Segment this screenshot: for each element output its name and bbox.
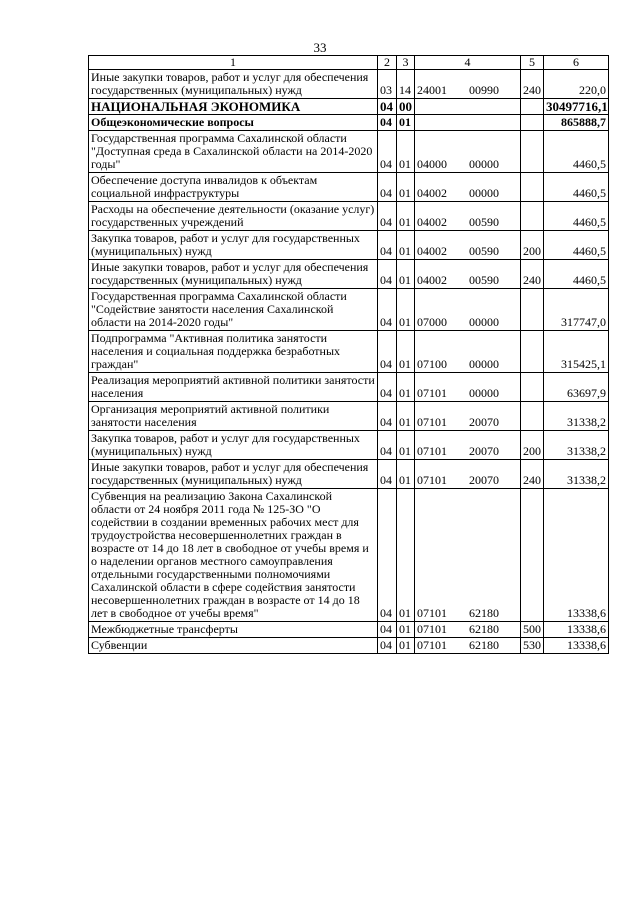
- row-amount: 865888,7: [544, 115, 609, 131]
- row-subsection-code: 01: [397, 131, 415, 173]
- row-expense-type: 240: [521, 70, 544, 99]
- row-target-article-program: 04000: [417, 157, 447, 171]
- table-row: [89, 115, 609, 131]
- budget-table-body: [89, 56, 609, 654]
- row-name: Государственная программа Сахалинской области "Доступная среда в Сахалинской области на 2014-2020 годы": [89, 131, 378, 173]
- row-expense-type: 200: [521, 431, 544, 460]
- row-expense-type: 500: [521, 622, 544, 638]
- table-row: [89, 260, 609, 289]
- row-section-code: 04: [378, 289, 397, 331]
- table-row: [89, 460, 609, 489]
- table-row: [89, 173, 609, 202]
- row-target-article: [415, 99, 521, 115]
- row-section-code: 04: [378, 99, 397, 115]
- row-subsection-code: 01: [397, 373, 415, 402]
- table-row: [89, 289, 609, 331]
- row-expense-type: 240: [521, 460, 544, 489]
- row-section-code: 04: [378, 402, 397, 431]
- header-cell-5: 5: [521, 56, 544, 70]
- header-cell-2: 2: [378, 56, 397, 70]
- row-target-article: [415, 289, 521, 331]
- row-amount: 317747,0: [544, 289, 609, 331]
- row-name: Общеэкономические вопросы: [89, 115, 378, 131]
- row-target-article-direction: 00000: [469, 186, 499, 200]
- table-row: [89, 70, 609, 99]
- row-amount: 315425,1: [544, 331, 609, 373]
- row-target-article-direction: 00000: [469, 357, 499, 371]
- row-target-article-direction: 00590: [469, 273, 499, 287]
- row-target-article-program: 07100: [417, 357, 447, 371]
- row-target-article-program: 07101: [417, 444, 447, 458]
- row-section-code: 04: [378, 460, 397, 489]
- table-row: [89, 638, 609, 654]
- row-amount: 4460,5: [544, 231, 609, 260]
- row-target-article-direction: 00000: [469, 386, 499, 400]
- row-target-article: [415, 373, 521, 402]
- row-expense-type: 240: [521, 260, 544, 289]
- row-target-article: [415, 402, 521, 431]
- row-target-article: [415, 460, 521, 489]
- row-expense-type: [521, 289, 544, 331]
- row-subsection-code: 01: [397, 489, 415, 622]
- row-subsection-code: 01: [397, 460, 415, 489]
- row-subsection-code: 14: [397, 70, 415, 99]
- row-section-code: 04: [378, 131, 397, 173]
- row-subsection-code: 01: [397, 202, 415, 231]
- row-amount: 4460,5: [544, 131, 609, 173]
- row-subsection-code: 01: [397, 231, 415, 260]
- row-target-article-program: 07101: [417, 622, 447, 636]
- row-name: Расходы на обеспечение деятельности (оказание услуг) государственных учреждений: [89, 202, 378, 231]
- row-name: Закупка товаров, работ и услуг для государственных (муниципальных) нужд: [89, 431, 378, 460]
- row-name: Субвенции: [89, 638, 378, 654]
- row-target-article-program: 04002: [417, 244, 447, 258]
- row-expense-type: [521, 489, 544, 622]
- row-amount: 30497716,1: [544, 99, 609, 115]
- row-name: Межбюджетные трансферты: [89, 622, 378, 638]
- row-name: Иные закупки товаров, работ и услуг для обеспечения государственных (муниципальных) нужд: [89, 70, 378, 99]
- row-expense-type: 530: [521, 638, 544, 654]
- header-cell-1: 1: [89, 56, 378, 70]
- row-section-code: 04: [378, 231, 397, 260]
- row-section-code: 04: [378, 260, 397, 289]
- row-amount: 31338,2: [544, 460, 609, 489]
- row-expense-type: [521, 173, 544, 202]
- row-target-article-program: 07000: [417, 315, 447, 329]
- row-target-article: [415, 173, 521, 202]
- row-subsection-code: 01: [397, 115, 415, 131]
- row-target-article-direction: 00000: [469, 157, 499, 171]
- row-amount: 31338,2: [544, 402, 609, 431]
- row-target-article-direction: 20070: [469, 415, 499, 429]
- row-section-code: 04: [378, 373, 397, 402]
- row-name: Субвенция на реализацию Закона Сахалинской области от 24 ноября 2011 года № 125-ЗО "О содействии в создании временных рабочих мест для трудоустройства несовершеннолетних граждан в возрасте от 14 до 18 лет в свободное от учебы время и о наделении органов местного самоуправления отдельными государственными полномочиями Сахалинской области в сфере содействия занятости несовершеннолетних граждан в возрасте от 14 до 18 лет в свободное от учебы время": [89, 489, 378, 622]
- table-row: [89, 402, 609, 431]
- table-row: [89, 622, 609, 638]
- row-subsection-code: 01: [397, 289, 415, 331]
- row-name: Реализация мероприятий активной политики занятости населения: [89, 373, 378, 402]
- row-name: Подпрограмма "Активная политика занятости населения и социальная поддержка безработных граждан": [89, 331, 378, 373]
- row-subsection-code: 01: [397, 638, 415, 654]
- row-target-article: [415, 489, 521, 622]
- row-target-article: [415, 431, 521, 460]
- row-target-article-program: 04002: [417, 215, 447, 229]
- row-amount: 4460,5: [544, 260, 609, 289]
- row-subsection-code: 01: [397, 260, 415, 289]
- row-target-article: [415, 331, 521, 373]
- row-amount: 13338,6: [544, 489, 609, 622]
- row-target-article: [415, 131, 521, 173]
- row-target-article-direction: 00590: [469, 244, 499, 258]
- header-cell-4: 4: [415, 56, 521, 70]
- row-target-article: [415, 115, 521, 131]
- row-target-article: [415, 638, 521, 654]
- table-row: [89, 331, 609, 373]
- table-row: [89, 431, 609, 460]
- table-row: [89, 131, 609, 173]
- row-subsection-code: 00: [397, 99, 415, 115]
- row-section-code: 04: [378, 489, 397, 622]
- row-expense-type: [521, 373, 544, 402]
- table-row: [89, 373, 609, 402]
- row-target-article: [415, 622, 521, 638]
- row-subsection-code: 01: [397, 431, 415, 460]
- row-subsection-code: 01: [397, 402, 415, 431]
- row-name: Иные закупки товаров, работ и услуг для обеспечения государственных (муниципальных) нужд: [89, 260, 378, 289]
- row-target-article-program: 24001: [417, 83, 447, 97]
- row-expense-type: [521, 331, 544, 373]
- row-target-article-direction: 00000: [469, 315, 499, 329]
- row-target-article-direction: 00590: [469, 215, 499, 229]
- row-amount: 31338,2: [544, 431, 609, 460]
- table-row: [89, 489, 609, 622]
- row-section-code: 04: [378, 638, 397, 654]
- table-row: [89, 202, 609, 231]
- table-row: [89, 99, 609, 115]
- table-row: [89, 231, 609, 260]
- row-target-article-direction: 62180: [469, 638, 499, 652]
- row-target-article: [415, 202, 521, 231]
- row-amount: 4460,5: [544, 173, 609, 202]
- row-amount: 13338,6: [544, 638, 609, 654]
- row-amount: 13338,6: [544, 622, 609, 638]
- row-target-article-program: 07101: [417, 415, 447, 429]
- row-subsection-code: 01: [397, 331, 415, 373]
- row-target-article-direction: 62180: [469, 622, 499, 636]
- row-target-article-program: 07101: [417, 606, 447, 620]
- row-name: Иные закупки товаров, работ и услуг для обеспечения государственных (муниципальных) нужд: [89, 460, 378, 489]
- row-expense-type: [521, 115, 544, 131]
- row-expense-type: [521, 402, 544, 431]
- row-target-article-program: 07101: [417, 386, 447, 400]
- row-name: НАЦИОНАЛЬНАЯ ЭКОНОМИКА: [89, 99, 378, 115]
- header-row: [89, 56, 609, 70]
- row-expense-type: [521, 131, 544, 173]
- row-target-article: [415, 260, 521, 289]
- row-name: Обеспечение доступа инвалидов к объектам социальной инфраструктуры: [89, 173, 378, 202]
- row-name: Государственная программа Сахалинской области "Содействие занятости населения Сахалинской области на 2014-2020 годы": [89, 289, 378, 331]
- row-target-article-program: 04002: [417, 273, 447, 287]
- row-amount: 4460,5: [544, 202, 609, 231]
- row-section-code: 04: [378, 431, 397, 460]
- row-target-article-direction: 00990: [469, 83, 499, 97]
- row-expense-type: [521, 99, 544, 115]
- row-name: Организация мероприятий активной политики занятости населения: [89, 402, 378, 431]
- row-section-code: 04: [378, 202, 397, 231]
- row-target-article-direction: 20070: [469, 473, 499, 487]
- row-target-article: [415, 70, 521, 99]
- row-name: Закупка товаров, работ и услуг для государственных (муниципальных) нужд: [89, 231, 378, 260]
- page-number: 33: [313, 40, 327, 55]
- row-section-code: 04: [378, 115, 397, 131]
- row-amount: 63697,9: [544, 373, 609, 402]
- row-amount: 220,0: [544, 70, 609, 99]
- row-section-code: 03: [378, 70, 397, 99]
- row-target-article-program: 07101: [417, 473, 447, 487]
- row-section-code: 04: [378, 173, 397, 202]
- row-expense-type: [521, 202, 544, 231]
- row-expense-type: 200: [521, 231, 544, 260]
- row-section-code: 04: [378, 622, 397, 638]
- row-target-article-program: 07101: [417, 638, 447, 652]
- row-section-code: 04: [378, 331, 397, 373]
- header-cell-3: 3: [397, 56, 415, 70]
- budget-table: [88, 55, 609, 654]
- row-target-article-program: 04002: [417, 186, 447, 200]
- row-target-article-direction: 62180: [469, 606, 499, 620]
- header-cell-6: 6: [544, 56, 609, 70]
- row-target-article: [415, 231, 521, 260]
- row-subsection-code: 01: [397, 622, 415, 638]
- row-target-article-direction: 20070: [469, 444, 499, 458]
- row-subsection-code: 01: [397, 173, 415, 202]
